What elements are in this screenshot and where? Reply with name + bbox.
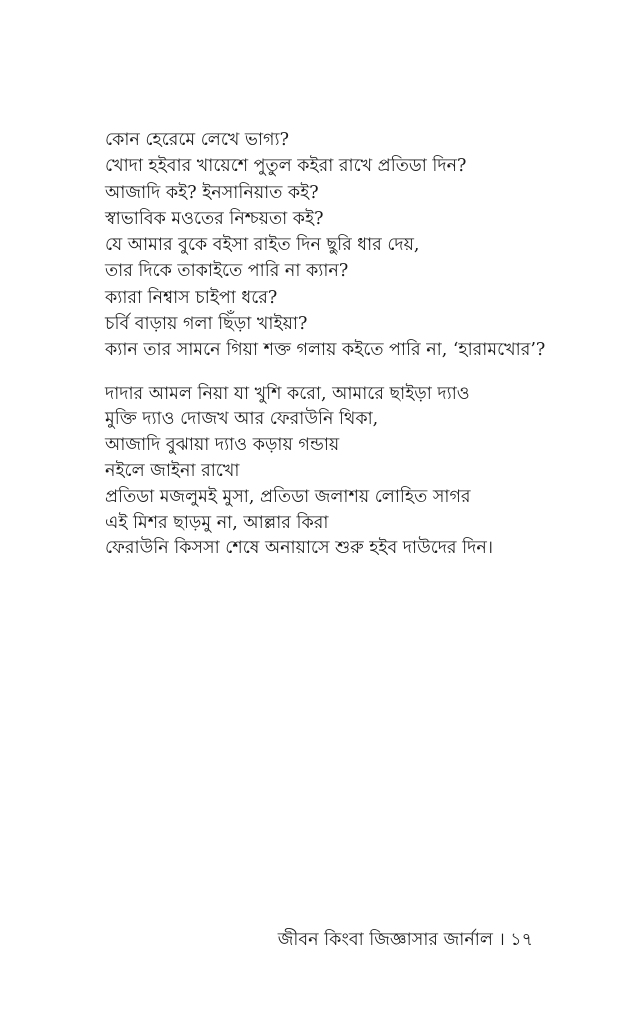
poem-line: মুক্তি দ্যাও দোজখ আর ফেরাউনি থিকা, <box>105 409 379 430</box>
poem-line: যে আমার বুকে বইসা রাইত দিন ছুরি ধার দেয়, <box>105 235 420 256</box>
poem-line: ফেরাউনি কিসসা শেষে অনায়াসে শুরু হইব দাউদের দিন। <box>105 538 494 559</box>
poem <box>105 127 605 562</box>
poem-line: প্রতিডা মজলুমই মুসা, প্রতিডা জলাশয় লোহিত সাগর <box>105 486 471 507</box>
poem-line: আজাদি বুঝায়া দ্যাও কড়ায় গন্ডায় <box>105 435 340 456</box>
poem-line: স্বাভাবিক মওতের নিশ্চয়তা কই? <box>105 208 324 229</box>
stanza-1 <box>105 127 605 364</box>
poem-line: আজাদি কই? ইনসানিয়াত কই? <box>105 182 319 203</box>
poem-line: দাদার আমল নিয়া যা খুশি করো, আমারে ছাইড়া দ্যাও <box>105 383 470 404</box>
poem-line: এই মিশর ছাড়মু না, আল্লার কিরা <box>105 512 329 533</box>
stanza-2 <box>105 382 605 563</box>
poem-line: নইলে জাইনা রাখো <box>105 461 240 482</box>
poem-line: খোদা হইবার খায়েশে পুতুল কইরা রাখে প্রতিডা দিন? <box>105 156 467 177</box>
poem-line: তার দিকে তাকাইতে পারি না ক্যান? <box>105 261 349 282</box>
poem-line: চর্বি বাড়ায় গলা ছিঁড়া খাইয়া? <box>105 314 308 335</box>
poem-line: ক্যারা নিশ্বাস চাইপা ধরে? <box>105 287 278 308</box>
poem-line: কোন হেরেমে লেখে ভাগ্য? <box>105 130 289 150</box>
poem-line: ক্যান তার সামনে গিয়া শক্ত গলায় কইতে পারি না, ‘হারামখোর’? <box>105 340 546 361</box>
page-footer-title-and-number: জীবন কিংবা জিজ্ঞাসার জার্নাল । ১৭ <box>277 930 533 950</box>
